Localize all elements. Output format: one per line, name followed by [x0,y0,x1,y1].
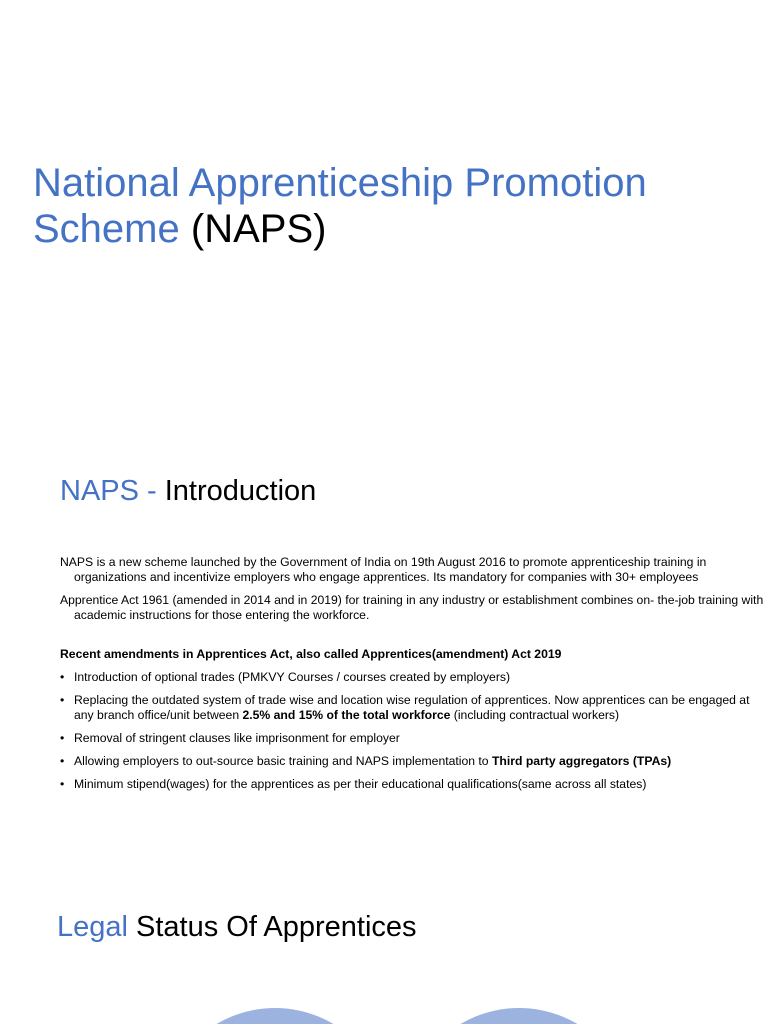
bullet-icon: • [60,693,65,707]
bullet-text: Removal of stringent clauses like imprisonment for employer [74,731,400,745]
list-item [60,693,766,723]
title-plain: (NAPS) [190,207,327,251]
intro-paragraph-1: NAPS is a new scheme launched by the Government of India on 19th August 2016 to promote apprenticeship training in organizations and incentivize employers who engage apprentices. Its mandatory for companies with 30+ employees [60,555,707,584]
bullet-text: Introduction of optional trades (PMKVY Courses / courses created by employers) [74,670,511,684]
bullet-text: Minimum stipend(wages) for the apprentices as per their educational qualifications(same across all states) [74,777,647,791]
bullet-text-pre: Replacing the outdated system of trade wise and location wise regulation of apprentices. Now apprentices can be engaged at any branch office/unit between [74,693,750,722]
intro-heading-plain: Introduction [164,475,317,507]
intro-slide [0,430,768,870]
legal-slide [0,870,768,1024]
legal-heading-plain: Status Of Apprentices [127,911,417,943]
bullet-icon: • [60,731,65,745]
title-slide [0,0,768,430]
decorative-circle-left [160,1008,390,1024]
bullet-icon: • [60,754,65,768]
intro-body [60,555,766,800]
amendments-heading: Recent amendments in Apprentices Act, also called Apprentices(amendment) Act 2019 [60,647,562,661]
bullet-text-post: (including contractual workers) [450,708,620,722]
title-accent: National Apprenticeship Promotion Scheme [33,161,647,251]
list-item [60,670,766,685]
bullet-icon: • [60,670,65,684]
intro-heading-accent: NAPS - [60,475,165,507]
list-item [60,731,766,746]
list-item [60,754,766,769]
list-item [60,777,766,792]
intro-paragraph-2: Apprentice Act 1961 (amended in 2014 and in 2019) for training in any industry or establishment combines on- the-job training with academic instructions for those entering the workforce. [60,593,764,622]
page-title [33,160,753,252]
legal-heading [57,910,417,944]
bullet-text-pre: Allowing employers to out-source basic training and NAPS implementation to [74,754,492,768]
legal-heading-accent: Legal [57,911,128,943]
amendments-list [60,670,766,792]
decorative-circle-right [404,1008,634,1024]
bullet-text-bold: 2.5% and 15% of the total workforce [242,708,451,722]
intro-heading [60,474,316,508]
bullet-text-bold: Third party aggregators (TPAs) [491,754,672,768]
bullet-icon: • [60,777,65,791]
